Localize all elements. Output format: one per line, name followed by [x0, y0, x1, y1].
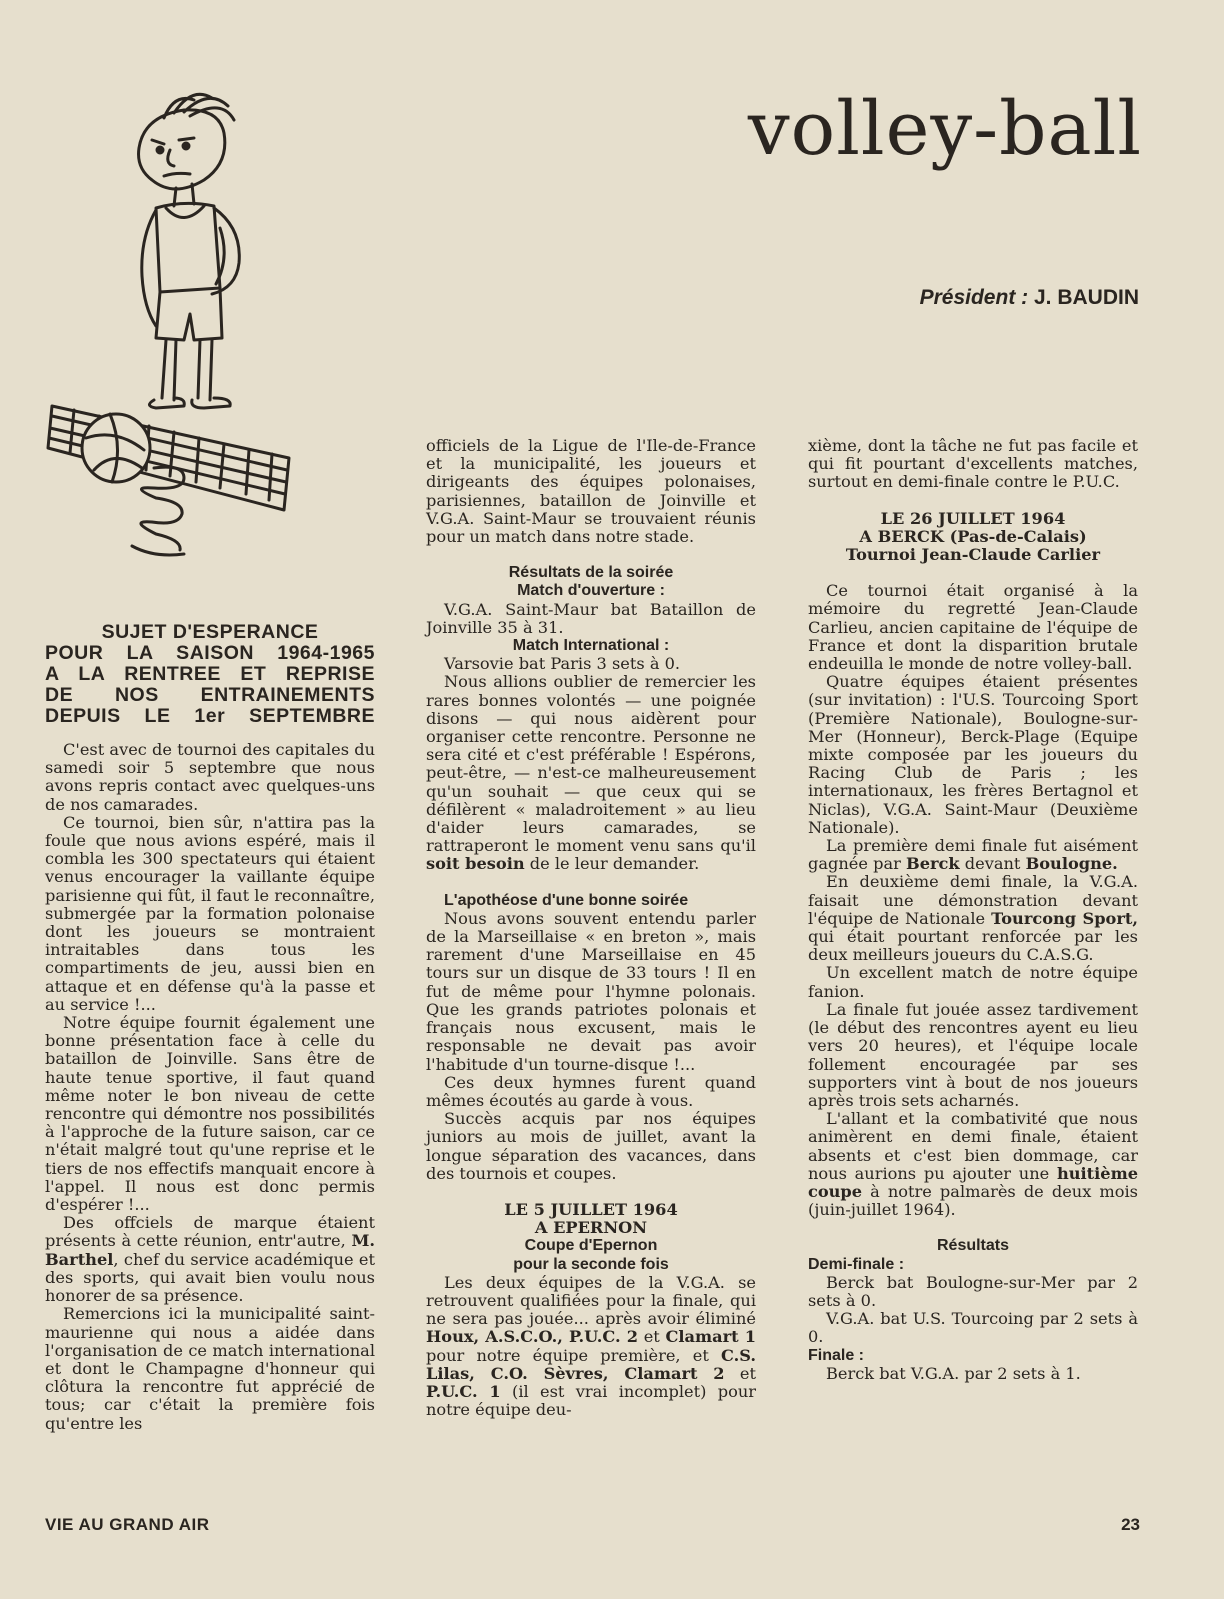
magazine-name: VIE AU GRAND AIR: [45, 1515, 210, 1534]
event-title-heading: pour la seconde fois: [513, 1255, 669, 1273]
event-date-heading: LE 5 JUILLET 1964: [504, 1199, 678, 1219]
text-run: et: [638, 1327, 666, 1347]
text-run: Des offciels de marque étaient présents à cette réunion, entr'autre,: [45, 1213, 375, 1251]
event-title-heading: Coupe d'Epernon: [524, 1237, 658, 1255]
event-title-heading: Tournoi Jean-Claude Carlier: [845, 545, 1101, 565]
result-line: Berck bat Boulogne-sur-Mer par 2 sets à 0.: [808, 1272, 1138, 1310]
page-number: 23: [1121, 1515, 1140, 1534]
volleyball-player-illustration: [44, 88, 304, 578]
bold-run: M. Barthel: [45, 1231, 375, 1269]
text-run: et: [724, 1363, 756, 1383]
paragraph: V.G.A. Saint-Maur bat Bataillon de Joinville 35 à 31.: [426, 599, 756, 637]
column-2: [426, 437, 756, 1419]
paragraph: Notre équipe fournit également une bonne présentation face à celle du bataillon de Joinville. Sans être de haute tenue sportive, il faut quand même noter le bon niveau de cette rencontre qui démontre nos possibilités à l'approche de la future saison, car ce n'était malgré tout qu'une reprise et le tiers de nos effectifs manquait encore à l'appel. Il nous est donc permis d'espérer !...: [45, 1013, 375, 1215]
paragraph: Varsovie bat Paris 3 sets à 0.: [444, 654, 681, 674]
paragraph: [426, 1274, 756, 1420]
subsection-heading: Finale :: [808, 1346, 865, 1364]
article-headline: [45, 622, 375, 727]
paragraph: [808, 873, 1138, 964]
section-heading: Résultats de la soirée: [508, 564, 674, 582]
event-date-heading: LE 26 JUILLET 1964: [880, 508, 1066, 528]
text-run: (il est vrai incomplet) pour notre équipe deu-: [426, 1381, 756, 1420]
bold-run: C.S. Lilas, C.O. Sèvres, Clamart 2: [426, 1345, 756, 1383]
paragraph: C'est avec de tournoi des capitales du samedi soir 5 septembre que nous avons repris contact avec quelques-uns de nos camarades.: [45, 740, 375, 814]
result-line: V.G.A. bat U.S. Tourcoing par 2 sets à 0.: [808, 1309, 1138, 1347]
subsection-heading: Match International :: [512, 637, 670, 655]
paragraph: [808, 1110, 1138, 1219]
headline-line: DE NOS ENTRAINEMENTS: [45, 684, 375, 706]
paragraph: Un excellent match de notre équipe fanion.: [808, 963, 1138, 1001]
text-run: , chef du service académique et des sports, qui avait bien voulu nous honorer de sa présence.: [45, 1249, 375, 1306]
bold-run: huitième coupe: [808, 1163, 1138, 1201]
paragraph: Quatre équipes étaient présentes (sur invitation) : l'U.S. Tourcoing Sport (Première Nationale), Boulogne-sur-Mer (Honneur), Berck-Plage (Equipe mixte composée par les joueurs du Racing Club de Paris ; les internationaux, les frères Bertagnol et Niclas), V.G.A. Saint-Maur (Deuxième Nationale).: [808, 672, 1138, 837]
result-line: Berck bat V.G.A. par 2 sets à 1.: [826, 1363, 1081, 1383]
paragraph: Succès acquis par nos équipes juniors au mois de juillet, avant la longue séparation des vacances, dans des tournois et coupes.: [426, 1109, 756, 1183]
page-title: volley-ball: [747, 86, 1142, 172]
text-run: pour notre équipe première, et: [426, 1345, 722, 1365]
bold-run: soit besoin: [426, 854, 525, 874]
paragraph: Ces deux hymnes furent quand mêmes écoutés au garde à vous.: [426, 1072, 756, 1110]
headline-line: A LA RENTREE ET REPRISE: [45, 663, 375, 685]
text-run: à notre palmarès de deux mois (juin-juillet 1964).: [808, 1181, 1138, 1220]
paragraph: Ce tournoi était organisé à la mémoire du regretté Jean-Claude Carlieu, ancien capitaine de l'équipe de France et dont la disparition brutale endeuilla le monde de notre volley-ball.: [808, 581, 1138, 674]
bold-run: Boulogne.: [1025, 854, 1118, 874]
bold-run: Berck: [906, 854, 960, 874]
paragraph: xième, dont la tâche ne fut pas facile et qui fit pourtant d'excellents matches, surtout en demi-finale contre le P.U.C.: [808, 436, 1138, 492]
subsection-heading: Match d'ouverture :: [517, 582, 665, 600]
paragraph: Ce tournoi, bien sûr, n'attira pas la foule que nous avions espéré, mais il combla les 300 spectateurs qui étaient venus encourager la vaillante équipe parisienne qui fût, il faut le reconnaître, submergée par la formation polonaise dont les joueurs se montraient intraitables dans tous les compartiments de jeu, aussi bien en attaque et en défense qu'à la passe et au service !...: [45, 812, 375, 1014]
paragraph: [426, 673, 756, 873]
president-name: J. BAUDIN: [1033, 286, 1139, 309]
text-run: L'allant et la combativité que nous animèrent en demi finale, étaient absents et c'est bien dommage, car nous aurions pu ajouter une: [808, 1109, 1138, 1183]
bold-run: Clamart 1: [665, 1327, 756, 1347]
paragraph: [808, 837, 1138, 873]
paragraph: officiels de la Ligue de l'Ile-de-France et la municipalité, les joueurs et dirigeants des équipes polonaises, parisiennes, bataillon de Joinville et V.G.A. Saint-Maur se trouvaient réunis pour un match dans notre stade.: [426, 436, 756, 547]
text-run: Nous allions oublier de remercier les rares bonnes volontés — une poignée disons — qui nous aidèrent pour organiser cette rencontre. Personne ne sera cité et c'est préférable ! Espérons, peut-être, — n'est-ce malheureusement qu'un souhait — que ceux qui se défilèrent « maladroitement » au lieu d'aider leurs camarades, se rattraperont le moment venu sans qu'il: [426, 672, 756, 856]
bold-run: P.U.C. 1: [426, 1381, 501, 1401]
event-place-heading: A EPERNON: [534, 1218, 648, 1238]
headline-line: SUJET D'ESPERANCE: [101, 621, 319, 643]
event-place-heading: A BERCK (Pas-de-Calais): [859, 526, 1087, 546]
subsection-heading: Demi-finale :: [808, 1255, 905, 1273]
president-role: Président :: [919, 286, 1029, 309]
paragraph: Nous avons souvent entendu parler de la Marseillaise « en breton », mais rarement d'une Marseillaise en 45 tours sur un disque de 33 tours ! Il en fut de même pour l'hymne polonais. Que les grands patriotes polonais et français nous excusent, mais le responsable ne devait pas avoir l'habitude d'un tourne-disque !...: [426, 908, 756, 1074]
text-run: La première demi finale fut aisément gagnée par: [808, 836, 1138, 874]
bold-run: Tourcong Sport,: [991, 908, 1138, 928]
paragraph: La finale fut jouée assez tardivement (le début des rencontres ayent eu lieu vers 20 heures), et l'équipe locale follement encouragée par ses supporters vint à bout de nos joueurs après trois sets acharnés.: [808, 999, 1138, 1110]
section-heading: L'apothéose d'une bonne soirée: [444, 891, 689, 909]
text-run: devant: [959, 854, 1026, 874]
text-run: qui était pourtant renforcée par les deux meilleurs joueurs du C.A.S.G.: [808, 927, 1138, 965]
column-1: [45, 622, 375, 1433]
headline-line: POUR LA SAISON 1964-1965: [45, 642, 375, 664]
text-run: Les deux équipes de la V.G.A. se retrouvent qualifiées pour la finale, qui ne sera pas jouée... après avoir éliminé: [426, 1272, 756, 1329]
paragraph: [45, 1214, 375, 1305]
text-run: En deuxième demi finale, la V.G.A. faisait une démonstration devant l'équipe de Nationale: [808, 872, 1138, 928]
column-3: [808, 437, 1138, 1383]
president-line: [920, 286, 1139, 310]
bold-run: Houx, A.S.C.O., P.U.C. 2: [426, 1327, 639, 1347]
headline-line: DEPUIS LE 1er SEPTEMBRE: [45, 705, 375, 727]
paragraph: Remercions ici la municipalité saint-maurienne qui nous a aidée dans l'organisation de ce match international et dont le Champagne d'honneur qui clôtura la rencontre fut apprécié de tous; car c'était la première fois qu'entre les: [45, 1304, 375, 1433]
section-heading: Résultats: [936, 1237, 1010, 1255]
text-run: de le leur demander.: [524, 854, 700, 874]
